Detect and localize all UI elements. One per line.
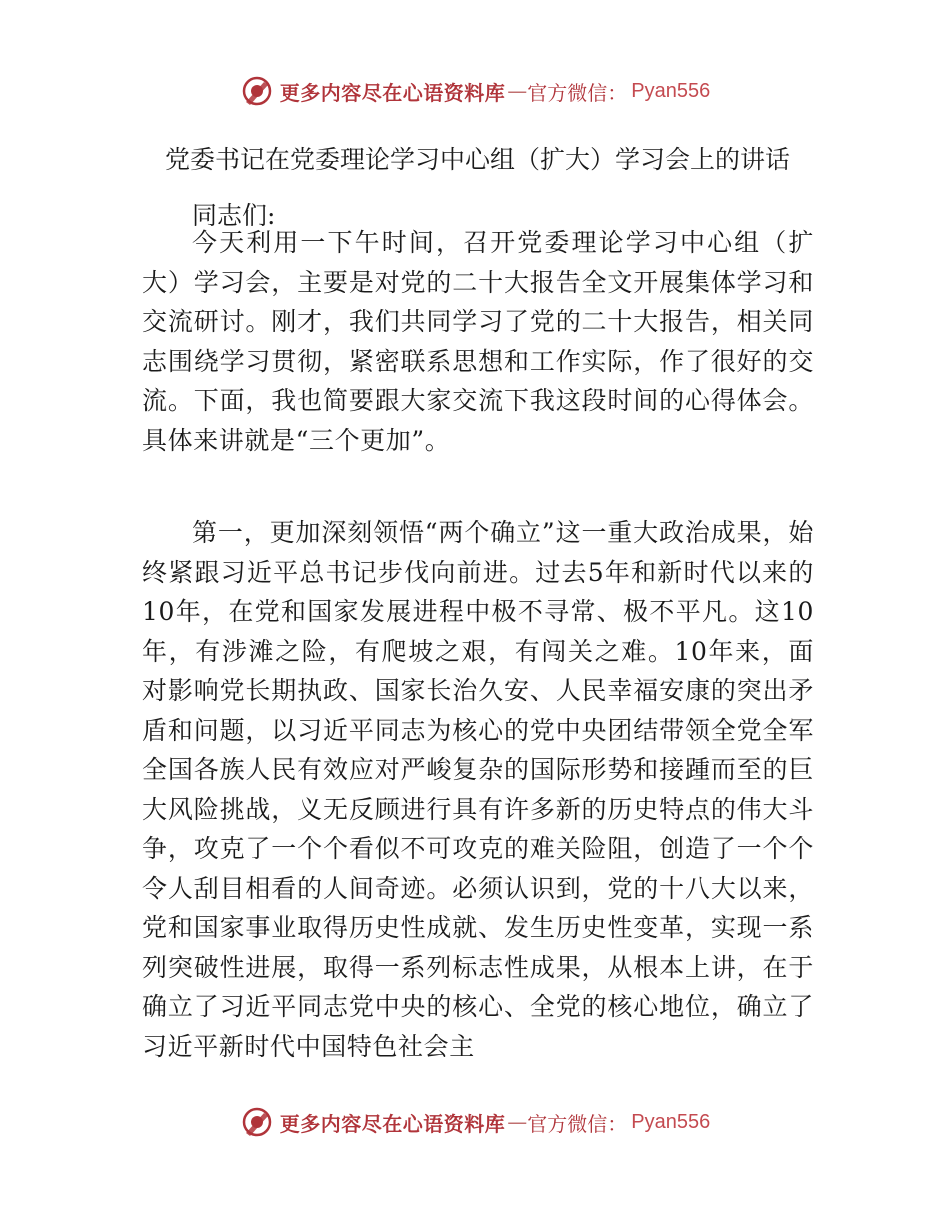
pen-seal-logo-icon <box>240 74 274 108</box>
banner-separator: — <box>507 79 526 103</box>
banner-wechat-label: 官方微信： <box>527 80 628 105</box>
body-paragraph-1: 今天利用一下午时间，召开党委理论学习中心组（扩大）学习会，主要是对党的二十大报告全文开展集体学习和交流研讨。刚才，我们共同学习了党的二十大报告，相关同志围绕学习贯彻，紧密联系思想和工作实际，作了很好的交流。下面，我也简要跟大家交流下我这段时间的心得体会。具体来讲就是“三个更加”。 <box>142 228 814 455</box>
banner-site-text: 更多内容尽在心语资料库 <box>279 80 506 105</box>
salutation: 同志们: <box>192 201 276 230</box>
header-watermark-banner <box>0 71 950 111</box>
banner-wechat-handle: Pyan556 <box>631 79 711 102</box>
banner-site-text: 更多内容尽在心语资料库 <box>279 1111 506 1136</box>
banner-wechat-handle: Pyan556 <box>631 1110 711 1133</box>
banner-separator: — <box>507 1110 526 1134</box>
banner-wechat-label: 官方微信： <box>527 1111 628 1136</box>
document-title: 党委书记在党委理论学习中心组（扩大）学习会上的讲话 <box>165 145 791 174</box>
footer-watermark-banner <box>0 1102 950 1142</box>
body-paragraph-2: 第一，更加深刻领悟“两个确立”这一重大政治成果，始终紧跟习近平总书记步伐向前进。过去5年和新时代以来的10年，在党和国家发展进程中极不寻常、极不平凡。这10年，有涉滩之险，有爬坡之艰，有闯关之难。10年来，面对影响党长期执政、国家长治久安、人民幸福安康的突出矛盾和问题，以习近平同志为核心的党中央团结带领全党全军全国各族人民有效应对严峻复杂的国际形势和接踵而至的巨大风险挑战，义无反顾进行具有许多新的历史特点的伟大斗争，攻克了一个个看似不可攻克的难关险阻，创造了一个个令人刮目相看的人间奇迹。必须认识到，党的十八大以来，党和国家事业取得历史性成就、发生历史性变革，实现一系列突破性进展，取得一系列标志性成果，从根本上讲，在于确立了习近平同志党中央的核心、全党的核心地位，确立了习近平新时代中国特色社会主 <box>142 518 814 1061</box>
pen-seal-logo-icon <box>240 1105 274 1139</box>
